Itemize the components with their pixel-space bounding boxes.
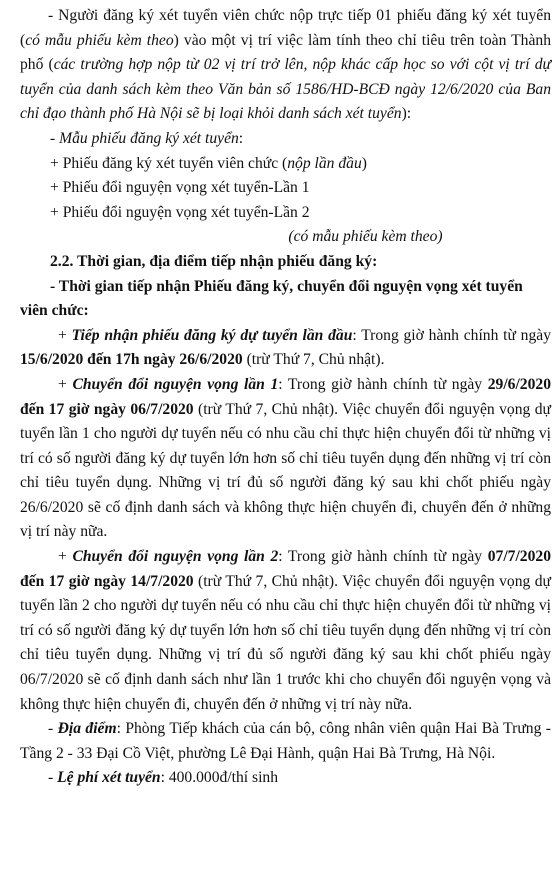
- italic-run: các trường hợp nộp từ 02 vị trí trở lên, nộp khác cấp học so với cột vị trí dự tuyển của danh sách kèm theo Văn bản số 1586/HD-BCĐ ngày 12/6/2020 của Ban chỉ đạo thành phố Hà Nội sẽ bị loại khỏi danh sách xét tuyển: [20, 56, 551, 123]
- form-template-heading: - Mẫu phiếu đăng ký xét tuyển:: [50, 129, 244, 147]
- bold-dates: 29/6/2020 đến 17 giờ ngày 06/7/2020: [20, 375, 551, 418]
- bold-italic-label: Chuyển đổi nguyện vọng lần 2: [72, 548, 279, 566]
- fee-paragraph: - Lệ phí xét tuyển: 400.000đ/thí sinh: [48, 769, 279, 787]
- form-item-2: + Phiếu đổi nguyện vọng xét tuyển-Lần 1: [50, 179, 310, 197]
- bold-dates: 07/7/2020 đến 17 giờ ngày 14/7/2020: [20, 548, 551, 590]
- form-note: (có mẫu phiếu kèm theo): [288, 228, 443, 246]
- registration-paragraph: [20, 4, 551, 127]
- change-round-2-paragraph: + Chuyển đổi nguyện vọng lần 2: Trong giờ hành chính từ ngày 07/7/2020 đến 17 giờ ngày 14/7/2020 (trừ Thứ 7, Chủ nhật). Việc chuyển đổi nguyện vọng dự tuyển lần 2 cho người dự tuyển nếu có nhu cầu chỉ thực hiện chuyển đổi từ những vị trí có số người đăng ký dự tuyển lớn hơn số chỉ tiêu tuyển dụng đến những vị trí còn chỉ tiêu tuyển dụng. Những vị trí đủ số người đăng ký sau khi chốt phiếu ngày 06/7/2020 sẽ cố định danh sách như lần 1 trước khi cho chuyển đổi nguyện vọng và không thực hiện chuyển đi, chuyển đến ở những vị trí này nữa.: [20, 548, 551, 713]
- location-paragraph: - Địa điểm: Phòng Tiếp khách của cán bộ, công nhân viên quận Hai Bà Trưng - Tầng 2 - 33 Đại Cồ Việt, phường Lê Đại Hành, quận Hai Bà Trưng, Hà Nội.: [20, 720, 551, 762]
- first-submission-paragraph: + Tiếp nhận phiếu đăng ký dự tuyển lần đầu: Trong giờ hành chính từ ngày 15/6/2020 đến 17h ngày 26/6/2020 (trừ Thứ 7, Chủ nhật).: [20, 326, 551, 369]
- text-run: ) vào một vị trí việc làm tính theo chỉ tiêu trên toàn Thành phố (: [20, 31, 551, 74]
- time-heading: - Thời gian tiếp nhận Phiếu đăng ký, chuyển đổi nguyện vọng xét tuyển viên chức:: [20, 277, 523, 320]
- bold-italic-label: Địa điểm: [57, 720, 117, 738]
- section-heading: 2.2. Thời gian, địa điểm tiếp nhận phiếu đăng ký:: [50, 252, 378, 270]
- italic-run: có mẫu phiếu kèm theo: [25, 31, 174, 49]
- form-item-3: + Phiếu đổi nguyện vọng xét tuyển-Lần 2: [50, 203, 310, 221]
- text-run: ):: [401, 105, 412, 123]
- text-run: - Người đăng ký xét tuyển viên chức nộp trực tiếp 01 phiếu đăng ký xét tuyển (: [20, 7, 551, 49]
- bold-italic-label: Tiếp nhận phiếu đăng ký dự tuyển lần đầu: [71, 326, 353, 344]
- bold-dates: 15/6/2020 đến 17h ngày 26/6/2020: [20, 351, 243, 369]
- bold-italic-label: Lệ phí xét tuyển: [57, 769, 161, 787]
- change-round-1-paragraph: + Chuyển đổi nguyện vọng lần 1: Trong giờ hành chính từ ngày 29/6/2020 đến 17 giờ ngày 06/7/2020 (trừ Thứ 7, Chủ nhật). Việc chuyển đổi nguyện vọng dự tuyển lần 1 cho người dự tuyển nếu có nhu cầu chỉ thực hiện chuyển đổi từ những vị trí có số người đăng ký dự tuyển lớn hơn số chỉ tiêu tuyển dụng đến những vị trí còn chỉ tiêu tuyển dụng. Những vị trí đủ số người đăng ký sau khi chốt phiếu ngày 26/6/2020 sẽ cố định danh sách và không thực hiện chuyển đi, chuyển đến ở những vị trí này nữa.: [20, 375, 551, 541]
- form-item-1: + Phiếu đăng ký xét tuyển viên chức (nộp lần đầu): [50, 154, 367, 172]
- bold-italic-label: Chuyển đổi nguyện vọng lần 1: [72, 375, 279, 393]
